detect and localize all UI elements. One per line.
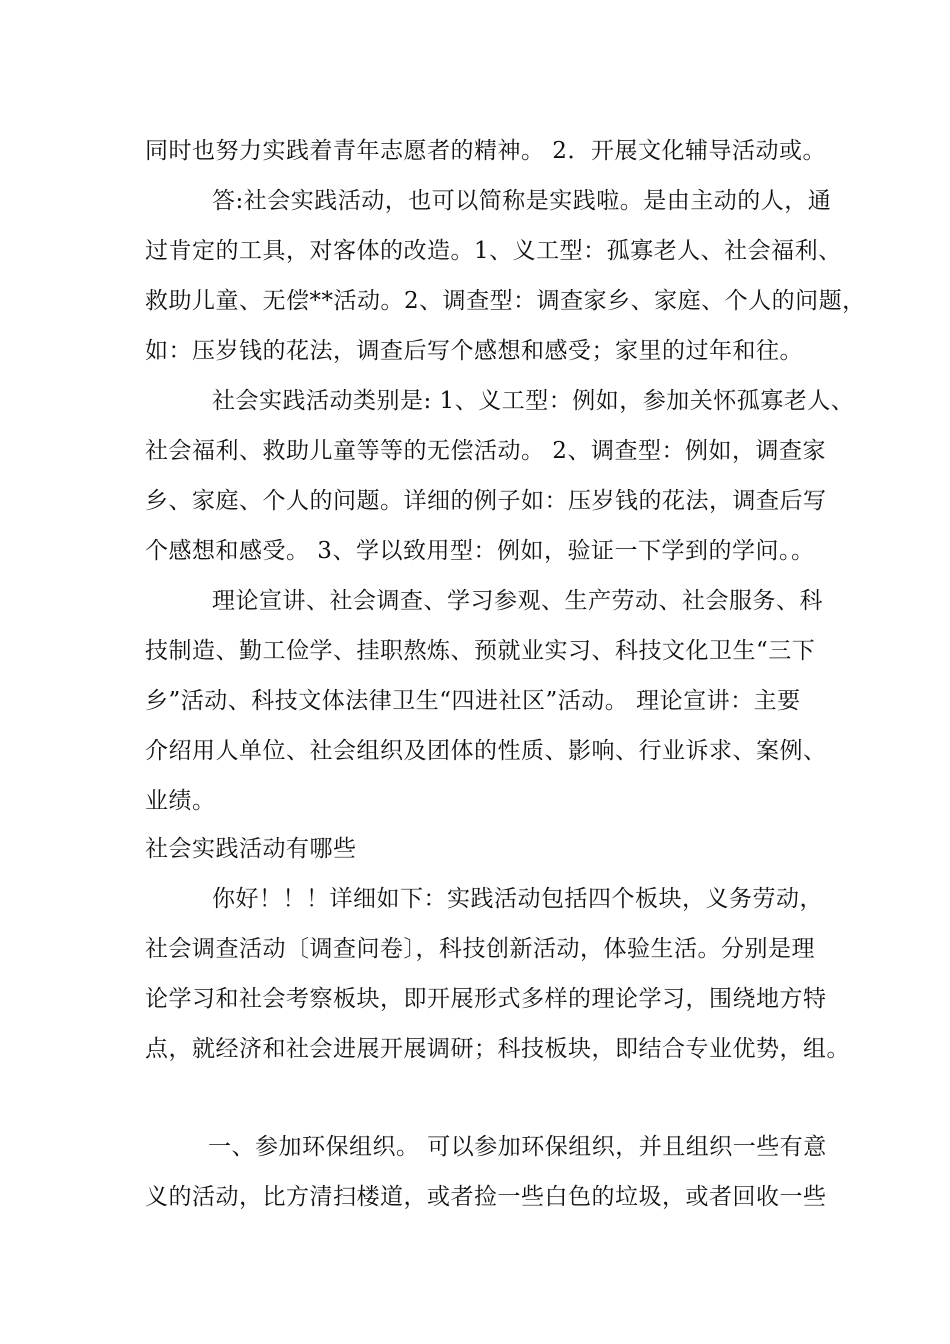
text-line: 救助儿童、无偿**活动。2、调查型：调查家乡、家庭、个人的问题， <box>145 288 866 314</box>
text-line: 技制造、勤工俭学、挂职熬炼、预就业实习、科技文化卫生“三下 <box>145 638 816 664</box>
text-line: 论学习和社会考察板块，即开展形式多样的理论学习，围绕地方特 <box>145 986 827 1012</box>
text-line: 同时也努力实践着青年志愿者的精神。 2．开展文化辅导活动或。 <box>145 138 826 164</box>
text-line: 乡、家庭、个人的问题。详细的例子如：压岁钱的花法，调查后写 <box>145 488 827 514</box>
text-line: 社会福利、救助儿童等等的无偿活动。 2、调查型：例如，调查家 <box>145 438 826 464</box>
section-heading: 社会实践活动有哪些 <box>145 836 357 862</box>
text-line: 理论宣讲、社会调查、学习参观、生产劳动、社会服务、科 <box>212 588 823 614</box>
text-line: 一、参加环保组织。 可以参加环保组织，并且组织一些有意 <box>208 1134 827 1160</box>
text-line: 介绍用人单位、社会组织及团体的性质、影响、行业诉求、案例、 <box>145 738 827 764</box>
text-line: 社会调查活动〔调查问卷〕，科技创新活动，体验生活。分别是理 <box>145 936 815 962</box>
text-line: 你好！！！详细如下：实践活动包括四个板块，义务劳动， <box>212 886 823 912</box>
text-line: 点，就经济和社会进展开展调研；科技板块，即结合专业优势，组。 <box>145 1036 850 1062</box>
text-line: 如：压岁钱的花法，调查后写个感想和感受；家里的过年和往。 <box>145 338 803 364</box>
text-line: 义的活动，比方清扫楼道，或者捡一些白色的垃圾，或者回收一些 <box>145 1184 827 1210</box>
text-line: 个感想和感受。 3、学以致用型：例如，验证一下学到的学问。。 <box>145 538 815 564</box>
text-line: 社会实践活动类别是: 1、义工型：例如，参加关怀孤寡老人、 <box>212 388 855 414</box>
text-line: 过肯定的工具，对客体的改造。1、义工型：孤寡老人、社会福利、 <box>145 238 842 264</box>
text-line: 乡”活动、科技文体法律卫生“四进社区”活动。 理论宣讲：主要 <box>145 688 801 714</box>
text-line: 业绩。 <box>145 788 216 814</box>
text-line: 答:社会实践活动，也可以简称是实践啦。是由主动的人，通 <box>212 188 832 214</box>
